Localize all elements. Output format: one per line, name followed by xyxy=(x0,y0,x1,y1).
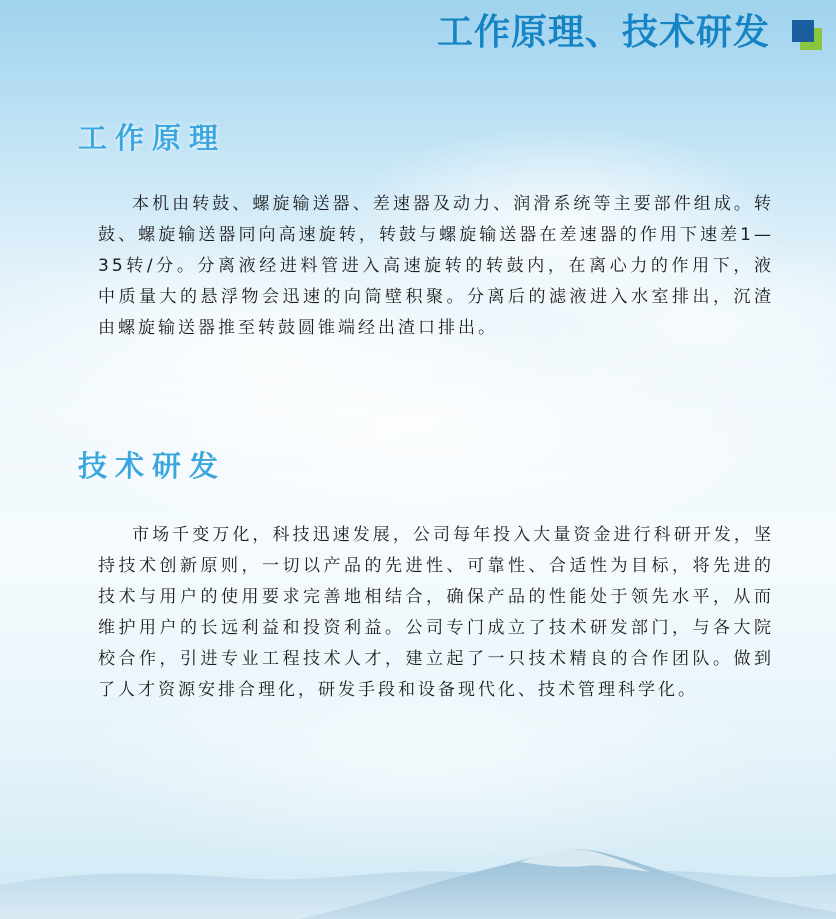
mountain-peak xyxy=(300,849,836,919)
blue-square xyxy=(792,20,814,42)
page-title: 工作原理、技术研发 xyxy=(436,11,770,53)
mountain-snow xyxy=(520,849,650,872)
distant-ridge xyxy=(0,871,836,919)
section-body-rnd: 市场千变万化，科技迅速发展，公司每年投入大量资金进行科研开发，坚持技术创新原则，一切以产品的先进性、可靠性、合适性为目标，将先进的技术与用户的使用要求完善地相结合，确保产品的性能处于领先水平，从而维护用户的长远利益和投资利益。公司专门成立了技术研发部门，与各大院校合作，引进专业工程技术人才，建立起了一只技术精良的合作团队。做到了人才资源安排合理化，研发手段和设备现代化、技术管理科学化。 xyxy=(98,525,774,700)
section-body-working-principle: 本机由转鼓、螺旋输送器、差速器及动力、润滑系统等主要部件组成。转鼓、螺旋输送器同向高速旋转，转鼓与螺旋输送器在差速器的作用下速差1—35转/分。分离液经进料管进入高速旋转的转鼓内，在离心力的作用下，液中质量大的悬浮物会迅速的向筒壁积聚。分离后的滤液进入水室排出，沉渣由螺旋输送器推至转鼓圆锥端经出渣口排出。 xyxy=(98,194,774,338)
section-title-working-principle: 工作原理 xyxy=(78,121,227,155)
section-title-rnd: 技术研发 xyxy=(78,449,227,483)
header-square-icon xyxy=(792,20,822,50)
